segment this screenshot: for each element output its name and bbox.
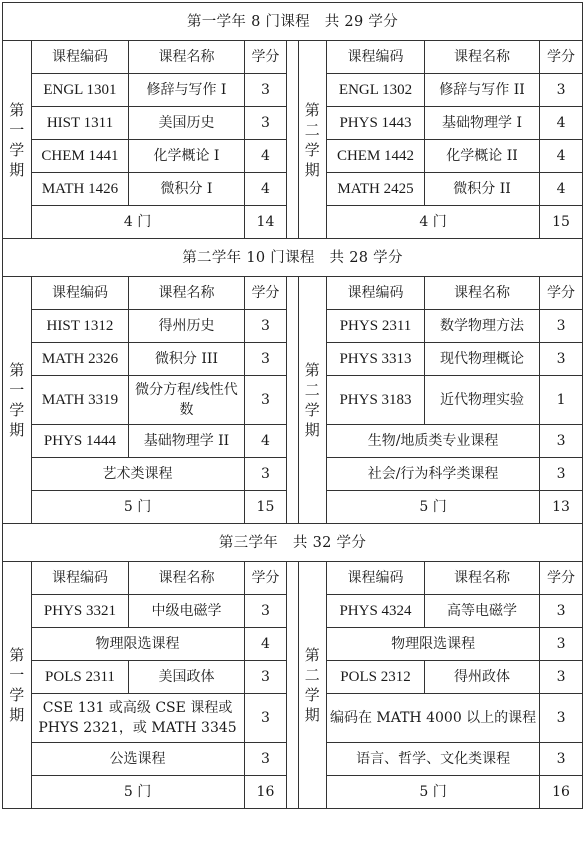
column-header-credit: 学分 [540,562,583,595]
course-credit: 3 [540,595,583,628]
course-category: 编码在 MATH 4000 以上的课程 [327,694,540,743]
course-credit: 3 [244,343,287,376]
column-header-code: 课程编码 [327,277,425,310]
course-name: 数学物理方法 [424,310,539,343]
course-credit: 3 [244,107,287,140]
course-credit: 4 [244,140,287,173]
course-credit: 4 [244,173,287,206]
column-header-credit: 学分 [244,562,287,595]
column-header-name: 课程名称 [129,277,244,310]
course-credit: 3 [540,628,583,661]
column-header-name: 课程名称 [129,41,244,74]
semester-total-count: 5 门 [327,776,540,809]
course-credit: 3 [540,694,583,743]
course-credit: 3 [540,310,583,343]
course-code: HIST 1311 [31,107,129,140]
course-code: PHYS 4324 [327,595,425,628]
semester-divider [287,41,298,239]
course-name: 修辞与写作 I [129,74,244,107]
course-name: 中级电磁学 [129,595,244,628]
course-code: MATH 1426 [31,173,129,206]
course-plan-document [2,2,583,809]
course-name: 修辞与写作 II [424,74,539,107]
course-credit: 3 [244,743,287,776]
semester-total-credit: 15 [540,206,583,239]
course-credit: 1 [540,376,583,425]
semester-total-credit: 16 [244,776,287,809]
column-header-code: 课程编码 [31,41,129,74]
course-credit: 3 [540,74,583,107]
course-credit: 4 [244,425,287,458]
course-category: 公选课程 [31,743,244,776]
course-category: CSE 131 或高级 CSE 课程或 PHYS 2321，或 MATH 3345 [31,694,244,743]
course-credit: 3 [540,425,583,458]
course-name: 化学概论 II [424,140,539,173]
course-name: 美国历史 [129,107,244,140]
course-name: 得州政体 [424,661,539,694]
course-name: 化学概论 I [129,140,244,173]
course-credit: 3 [244,74,287,107]
course-name: 现代物理概论 [424,343,539,376]
course-name: 近代物理实验 [424,376,539,425]
course-code: MATH 3319 [31,376,129,425]
column-header-name: 课程名称 [424,41,539,74]
course-code: PHYS 2311 [327,310,425,343]
course-code: PHYS 1444 [31,425,129,458]
semester-total-count: 5 门 [31,776,244,809]
column-header-code: 课程编码 [327,41,425,74]
semester-total-credit: 15 [244,491,287,524]
course-name: 基础物理学 II [129,425,244,458]
course-credit: 3 [540,458,583,491]
column-header-name: 课程名称 [424,277,539,310]
semester-total-credit: 16 [540,776,583,809]
course-credit: 3 [244,458,287,491]
course-code: ENGL 1301 [31,74,129,107]
course-code: MATH 2326 [31,343,129,376]
year-title: 第一学年 8 门课程 共 29 学分 [3,3,583,41]
semester-label-first: 第 一 学 期 [3,277,32,524]
column-header-credit: 学分 [540,277,583,310]
course-category: 社会/行为科学类课程 [327,458,540,491]
course-plan-table [2,2,583,809]
column-header-code: 课程编码 [327,562,425,595]
course-credit: 3 [540,661,583,694]
semester-label-first: 第 一 学 期 [3,562,32,809]
course-code: PHYS 3183 [327,376,425,425]
semester-total-credit: 13 [540,491,583,524]
column-header-name: 课程名称 [129,562,244,595]
course-name: 美国政体 [129,661,244,694]
course-code: MATH 2425 [327,173,425,206]
course-credit: 4 [540,140,583,173]
course-category: 物理限选课程 [31,628,244,661]
semester-divider [287,277,298,524]
course-name: 高等电磁学 [424,595,539,628]
year-title: 第二学年 10 门课程 共 28 学分 [3,239,583,277]
course-credit: 3 [244,310,287,343]
semester-total-count: 5 门 [31,491,244,524]
semester-total-count: 5 门 [327,491,540,524]
column-header-credit: 学分 [244,41,287,74]
course-category: 艺术类课程 [31,458,244,491]
course-code: PHYS 3321 [31,595,129,628]
semester-label-first: 第 一 学 期 [3,41,32,239]
semester-total-count: 4 门 [31,206,244,239]
semester-total-credit: 14 [244,206,287,239]
course-code: POLS 2312 [327,661,425,694]
course-credit: 3 [244,694,287,743]
course-name: 微积分 III [129,343,244,376]
course-code: ENGL 1302 [327,74,425,107]
course-name: 微积分 II [424,173,539,206]
course-code: CHEM 1442 [327,140,425,173]
column-header-code: 课程编码 [31,277,129,310]
course-credit: 3 [244,595,287,628]
course-code: PHYS 1443 [327,107,425,140]
course-name: 得州历史 [129,310,244,343]
year-title: 第三学年 共 32 学分 [3,524,583,562]
course-credit: 3 [540,343,583,376]
course-code: POLS 2311 [31,661,129,694]
course-credit: 4 [540,173,583,206]
course-category: 语言、哲学、文化类课程 [327,743,540,776]
course-code: PHYS 3313 [327,343,425,376]
course-code: HIST 1312 [31,310,129,343]
course-category: 物理限选课程 [327,628,540,661]
course-credit: 3 [244,661,287,694]
course-category: 生物/地质类专业课程 [327,425,540,458]
column-header-code: 课程编码 [31,562,129,595]
semester-divider [287,562,298,809]
semester-label-second: 第 二 学 期 [298,562,327,809]
column-header-name: 课程名称 [424,562,539,595]
column-header-credit: 学分 [540,41,583,74]
course-name: 微分方程/线性代数 [129,376,244,425]
course-credit: 3 [540,743,583,776]
semester-total-count: 4 门 [327,206,540,239]
semester-label-second: 第 二 学 期 [298,41,327,239]
course-credit: 4 [540,107,583,140]
semester-label-second: 第 二 学 期 [298,277,327,524]
course-name: 基础物理学 I [424,107,539,140]
course-credit: 3 [244,376,287,425]
course-code: CHEM 1441 [31,140,129,173]
column-header-credit: 学分 [244,277,287,310]
course-name: 微积分 I [129,173,244,206]
course-credit: 4 [244,628,287,661]
